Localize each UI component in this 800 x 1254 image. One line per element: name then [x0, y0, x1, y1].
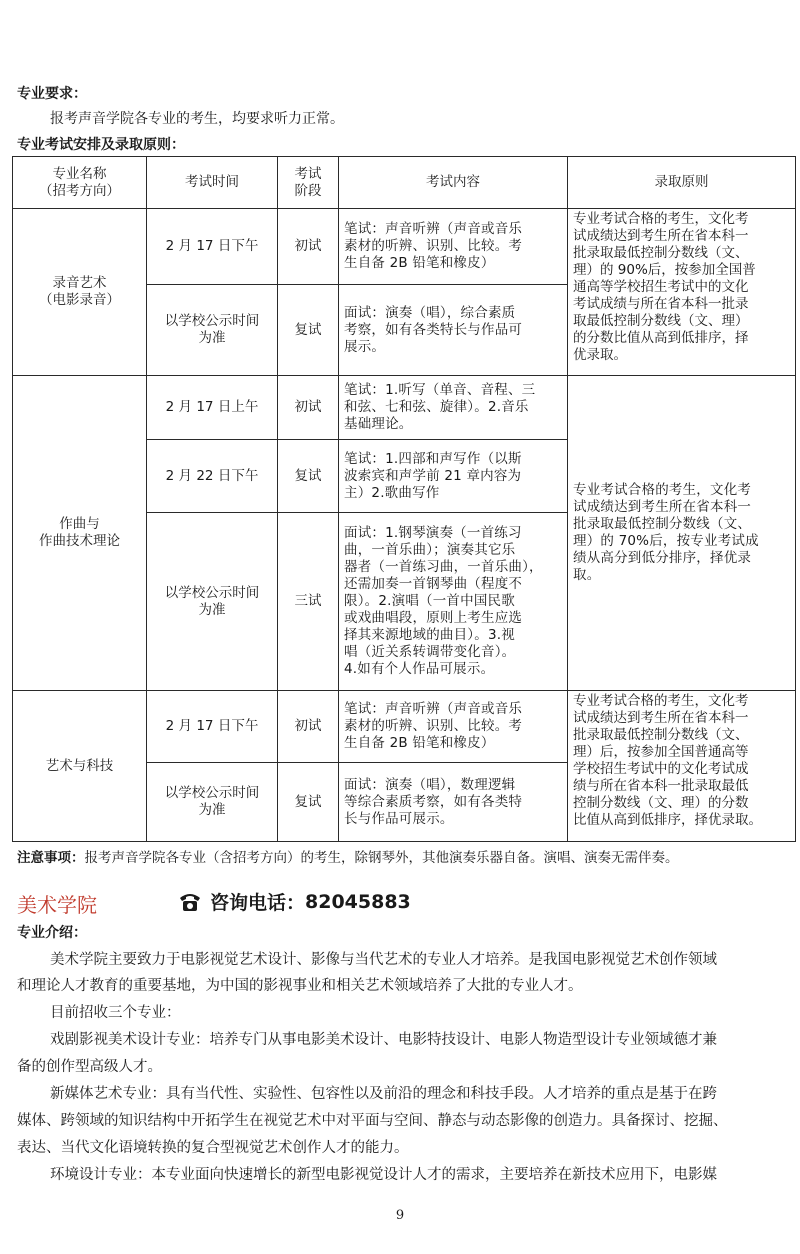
- requirements-heading: 专业要求：: [17, 86, 87, 102]
- header-admission-criteria: 录取原则: [568, 157, 796, 209]
- major-name-cell: 录音艺术 （电影录音）: [13, 209, 147, 376]
- section-title: 美术学院: [17, 893, 97, 917]
- consult-phone: [178, 888, 411, 915]
- exam-stage-cell: 复试: [278, 763, 339, 842]
- exam-content-cell: 笔试：1.听写（单音、音程、三 和弦、七和弦、旋律）。2.音乐 基础理论。: [339, 376, 568, 440]
- exam-content-cell: 面试：演奏（唱），综合素质 考察，如有各类特长与作品可 展示。: [339, 285, 568, 376]
- phone-number: 82045883: [305, 890, 411, 913]
- schedule-heading: 专业考试安排及录取原则：: [17, 137, 185, 153]
- exam-time-cell: 2 月 17 日下午: [147, 209, 278, 285]
- header-exam-content: 考试内容: [339, 157, 568, 209]
- exam-time-cell: 2 月 17 日上午: [147, 376, 278, 440]
- paragraph-line: 表达、当代文化语境转换的复合型视觉艺术创作人才的能力。: [17, 1140, 409, 1156]
- intro-heading: 专业介绍：: [17, 925, 87, 941]
- exam-stage-cell: 初试: [278, 209, 339, 285]
- paragraph-line: 备的创作型高级人才。: [17, 1059, 162, 1075]
- page-number: 9: [395, 1208, 405, 1223]
- table-row: [13, 691, 796, 763]
- exam-time-cell: 以学校公示时间 为准: [147, 513, 278, 691]
- paragraph-line: 美术学院主要致力于电影视觉艺术设计、影像与当代艺术的专业人才培养。是我国电影视觉艺术创作领域: [50, 952, 717, 968]
- exam-content-cell: 笔试：1.四部和声写作（以斯 波索宾和声学前 21 章内容为 主）2.歌曲写作: [339, 440, 568, 513]
- admission-criteria-cell: 专业考试合格的考生，文化考 试成绩达到考生所在省本科一 批录取最低控制分数线（文、 理）后，按参加全国普通高等 学校招生考试中的文化考试成 绩与所在省本科一批录取最低 控制分数线（文、理）的分数 比值从高到低排序，择优录取。: [568, 691, 796, 842]
- admission-criteria-cell: 专业考试合格的考生，文化考 试成绩达到考生所在省本科一 批录取最低控制分数线（文、 理）的 90%后，按参加全国普 通高等学校招生考试中的文化 考试成绩与所在省本科一批录 取最低控制分数线（文、理） 的分数比值从高到低排序，择 优录取。: [568, 209, 796, 376]
- paragraph-line: 戏剧影视美术设计专业：培养专门从事电影美术设计、电影特技设计、电影人物造型设计专业领域德才兼: [50, 1032, 717, 1048]
- table-row: [13, 209, 796, 285]
- header-exam-time: 考试时间: [147, 157, 278, 209]
- header-major-name: 专业名称 （招考方向）: [13, 157, 147, 209]
- table-row: [13, 376, 796, 440]
- telephone-icon: [178, 891, 202, 913]
- exam-time-cell: 以学校公示时间 为准: [147, 763, 278, 842]
- note-text: 报考声音学院各专业（含招考方向）的考生，除钢琴外，其他演奏乐器自备。演唱、演奏无需伴奏。: [84, 850, 679, 866]
- table-header-row: [13, 157, 796, 209]
- note-line: [17, 849, 679, 867]
- paragraph-line: 媒体、跨领域的知识结构中开拓学生在视觉艺术中对平面与空间、静态与动态影像的创造力。具备探讨、挖掘、: [17, 1113, 728, 1129]
- paragraph-line: 目前招收三个专业：: [50, 1005, 181, 1021]
- exam-content-cell: 面试：演奏（唱），数理逻辑 等综合素质考察，如有各类特 长与作品可展示。: [339, 763, 568, 842]
- admission-criteria-cell: 专业考试合格的考生，文化考 试成绩达到考生所在省本科一 批录取最低控制分数线（文、 理）的 70%后，按专业考试成 绩从高分到低分排序，择优录 取。: [568, 376, 796, 691]
- exam-stage-cell: 三试: [278, 513, 339, 691]
- major-name-cell: 作曲与 作曲技术理论: [13, 376, 147, 691]
- paragraph-line: 和理论人才教育的重要基地，为中国的影视事业和相关艺术领域培养了大批的专业人才。: [17, 978, 583, 994]
- exam-time-cell: 以学校公示时间 为准: [147, 285, 278, 376]
- exam-content-cell: 笔试：声音听辨（声音或音乐 素材的听辨、识别、比较。考 生自备 2B 铅笔和橡皮）: [339, 209, 568, 285]
- exam-time-cell: 2 月 17 日下午: [147, 691, 278, 763]
- exam-stage-cell: 复试: [278, 285, 339, 376]
- major-name-cell: 艺术与科技: [13, 691, 147, 842]
- exam-schedule-table: [12, 156, 796, 842]
- exam-stage-cell: 复试: [278, 440, 339, 513]
- exam-stage-cell: 初试: [278, 376, 339, 440]
- exam-content-cell: 笔试：声音听辨（声音或音乐 素材的听辨、识别、比较。考 生自备 2B 铅笔和橡皮）: [339, 691, 568, 763]
- phone-label: 咨询电话：: [210, 892, 306, 914]
- note-label: 注意事项：: [17, 850, 85, 866]
- paragraph-line: 环境设计专业：本专业面向快速增长的新型电影视觉设计人才的需求，主要培养在新技术应用下，电影媒: [50, 1167, 717, 1183]
- header-exam-stage: 考试 阶段: [278, 157, 339, 209]
- exam-content-cell: 面试：1.钢琴演奏（一首练习 曲，一首乐曲）；演奏其它乐 器者（一首练习曲，一首乐曲）， 还需加奏一首钢琴曲（程度不 限）。2.演唱（一首中国民歌 或戏曲唱段，原则上考生应选 择其来源地域的曲目）。3.视 唱（近关系转调带变化音）。 4.如有个人作品可展示。: [339, 513, 568, 691]
- requirements-text: 报考声音学院各专业的考生，均要求听力正常。: [50, 111, 344, 127]
- exam-stage-cell: 初试: [278, 691, 339, 763]
- exam-time-cell: 2 月 22 日下午: [147, 440, 278, 513]
- paragraph-line: 新媒体艺术专业：具有当代性、实验性、包容性以及前沿的理念和科技手段。人才培养的重点是基于在跨: [50, 1086, 717, 1102]
